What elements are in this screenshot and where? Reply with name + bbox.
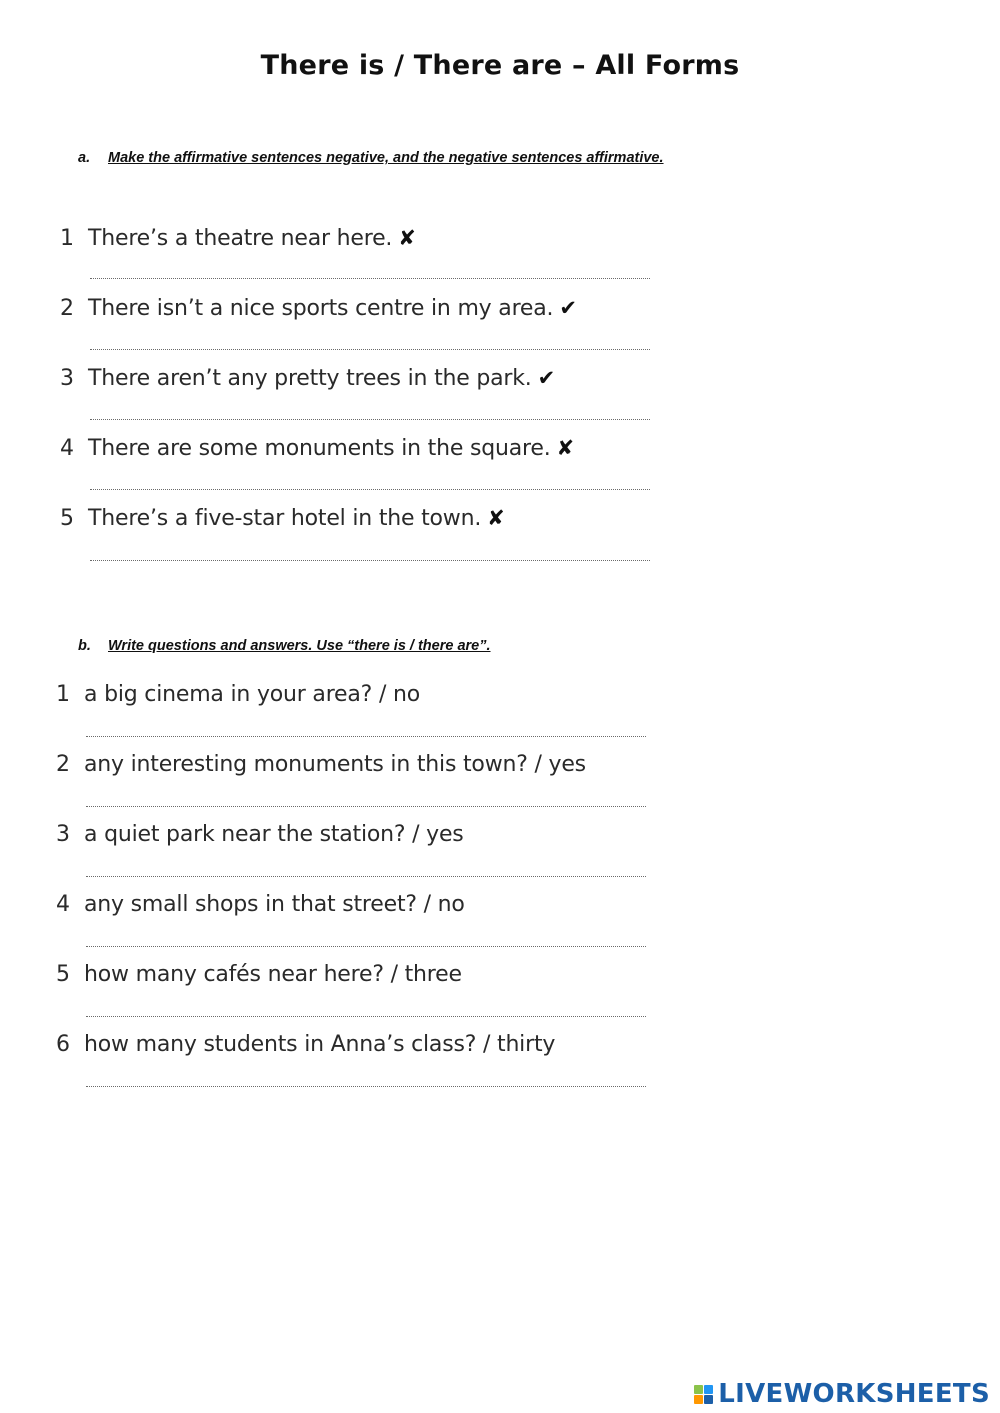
section-b-item-1: [56, 682, 420, 707]
item-number: 6: [56, 1032, 70, 1057]
item-number: 1: [60, 226, 74, 251]
item-number: 4: [60, 436, 74, 461]
item-number: 3: [60, 366, 74, 391]
item-text: any interesting monuments in this town? / yes: [84, 752, 586, 777]
section-a-answer-input-1[interactable]: [90, 252, 654, 280]
item-text: a quiet park near the station? / yes: [84, 822, 464, 847]
item-text: There are some monuments in the square.: [88, 436, 551, 461]
item-text: any small shops in that street? / no: [84, 892, 465, 917]
item-text: a big cinema in your area? / no: [84, 682, 420, 707]
section-a-answer-input-5[interactable]: [90, 534, 654, 562]
section-b-item-2: [56, 752, 586, 777]
section-b-item-4: [56, 892, 465, 917]
section-b-answer-input-5[interactable]: [86, 990, 650, 1018]
item-number: 5: [60, 506, 74, 531]
item-number: 2: [60, 296, 74, 321]
item-text: how many students in Anna’s class? / thirty: [84, 1032, 556, 1057]
brand-watermark: [694, 1379, 990, 1409]
section-b-instruction-text: Write questions and answers. Use “there is / there are”.: [108, 638, 491, 654]
section-a-instruction: [78, 150, 664, 166]
section-a-item-2: [60, 296, 577, 321]
section-a-answer-input-4[interactable]: [90, 463, 654, 491]
check-mark-icon: ✔: [537, 366, 555, 390]
brand-name: LIVEWORKSHEETS: [718, 1379, 990, 1409]
section-a-answer-input-3[interactable]: [90, 393, 654, 421]
item-number: 2: [56, 752, 70, 777]
logo-square: [704, 1385, 713, 1394]
section-b-item-5: [56, 962, 462, 987]
cross-mark-icon: ✘: [556, 436, 574, 460]
item-number: 4: [56, 892, 70, 917]
section-b-item-3: [56, 822, 464, 847]
liveworksheets-logo-icon: [694, 1385, 713, 1404]
section-a-instruction-text: Make the affirmative sentences negative, and the negative sentences affirmative.: [108, 150, 664, 166]
item-number: 1: [56, 682, 70, 707]
section-b-answer-input-6[interactable]: [86, 1060, 650, 1088]
section-b-answer-input-4[interactable]: [86, 920, 650, 948]
section-a-item-4: [60, 436, 574, 461]
section-b-answer-input-2[interactable]: [86, 780, 650, 808]
check-mark-icon: ✔: [559, 296, 577, 320]
section-a-item-1: [60, 226, 416, 251]
logo-square: [694, 1395, 703, 1404]
item-number: 3: [56, 822, 70, 847]
logo-square: [694, 1385, 703, 1394]
cross-mark-icon: ✘: [487, 506, 505, 530]
section-b-letter: b.: [78, 638, 91, 654]
item-text: There’s a five-star hotel in the town.: [88, 506, 482, 531]
section-b-answer-input-1[interactable]: [86, 710, 650, 738]
cross-mark-icon: ✘: [398, 226, 416, 250]
section-a-letter: a.: [78, 150, 91, 166]
section-a-item-5: [60, 506, 505, 531]
item-text: There’s a theatre near here.: [88, 226, 393, 251]
item-text: There isn’t a nice sports centre in my area.: [88, 296, 554, 321]
page-title: There is / There are – All Forms: [260, 50, 740, 81]
section-a-answer-input-2[interactable]: [90, 323, 654, 351]
logo-square: [704, 1395, 713, 1404]
section-b-item-6: [56, 1032, 555, 1057]
section-b-answer-input-3[interactable]: [86, 850, 650, 878]
item-text: There aren’t any pretty trees in the park.: [88, 366, 532, 391]
item-number: 5: [56, 962, 70, 987]
section-a-item-3: [60, 366, 555, 391]
section-b-instruction: [78, 638, 491, 654]
item-text: how many cafés near here? / three: [84, 962, 462, 987]
